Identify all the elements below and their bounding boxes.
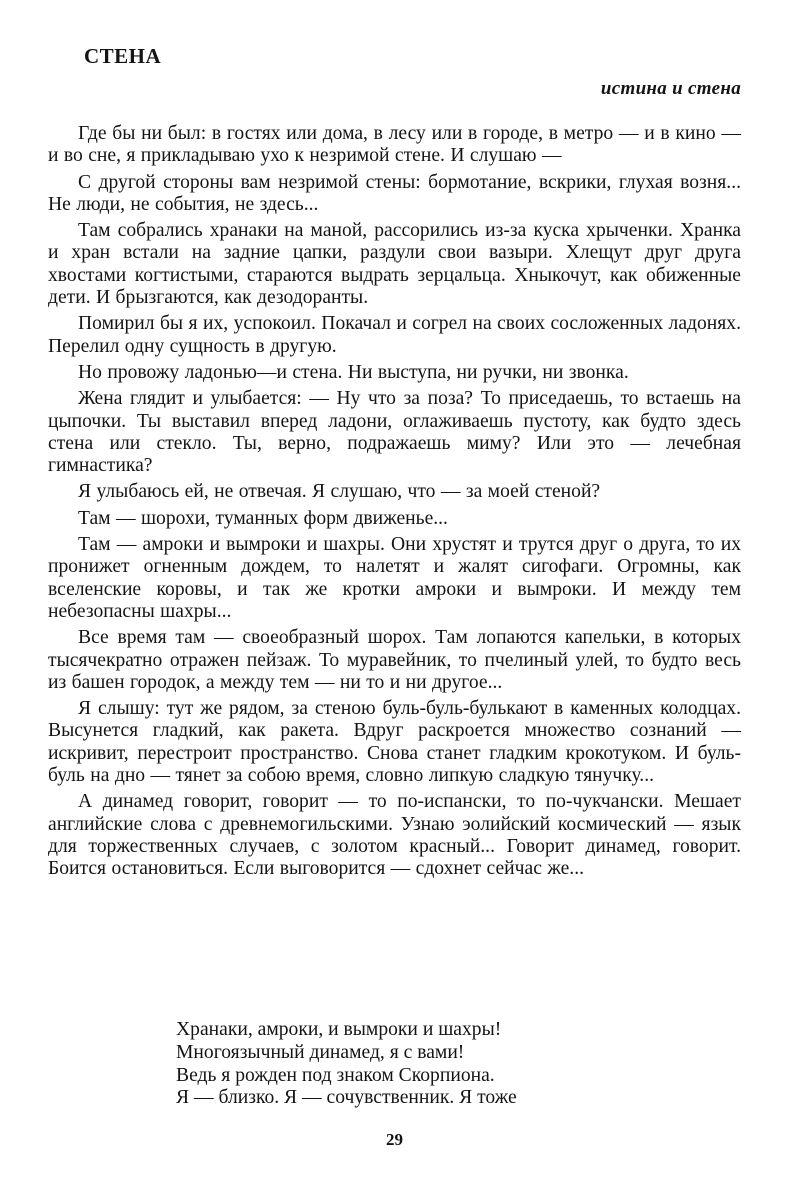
paragraph: Но провожу ладонью—и стена. Ни выступа, ни ручки, ни звонка. [78, 361, 629, 383]
poem-line: Я — близко. Я — сочувственник. Я тоже [176, 1087, 517, 1109]
poem-line: Многоязычный динамед, я с вами! [176, 1041, 465, 1063]
paragraph: А динамед говорит, говорит — то по-испански, то по-чукчански. Мешает английские слова с древнемогильскими. Узнаю эолийский космический — язык для торжественных случаев, с золотом красный... Говорит динамед, говорит. Боится остановиться. Если выговорится — сдохнет сейчас же... [48, 791, 741, 880]
paragraph: Там собрались хранаки на маной, рассорились из-за куска хрыченки. Хранка и хран встали на задние цапки, раздули свои вазыри. Хлещут друг друга хвостами когтистыми, стараются выдрать зерцальца. Хныкочут, как обиженные дети. И брызгаются, как дезодоранты. [48, 220, 741, 309]
paragraph: Там — шорохи, туманных форм движенье... [78, 507, 448, 529]
paragraph: Жена глядит и улыбается: — Ну что за поза? То приседаешь, то встаешь на цыпочки. Ты выставил вперед ладони, оглаживаешь пустоту, как будто здесь стена или стекло. Ты, верно, подражаешь миму? Или это — лечебная гимнастика? [48, 388, 741, 477]
poem-line: Хранаки, амроки, и вымроки и шахры! [176, 1019, 502, 1040]
paragraph: Где бы ни был: в гостях или дома, в лесу или в городе, в метро — и в кино — и во сне, я прикладываю ухо к незримой стене. И слушаю — [48, 123, 741, 167]
paragraph: Все время там — своеобразный шорох. Там лопаются капельки, в которых тысячекратно отражен пейзаж. То муравейник, то пчелиный улей, то будто весь из башен городок, а между тем — ни то и ни другое... [48, 627, 741, 693]
paragraph: С другой стороны вам незримой стены: бормотание, вскрики, глухая возня... Не люди, не события, не здесь... [48, 171, 741, 215]
body-text [48, 123, 741, 885]
paragraph: Помирил бы я их, успокоил. Покачал и согрел на своих сосложенных ладонях. Перелил одну сущность в другую. [48, 313, 741, 357]
book-page [48, 0, 741, 1197]
epigraph: истина и стена [600, 78, 741, 99]
paragraph: Я улыбаюсь ей, не отвечая. Я слушаю, что — за моей стеной? [78, 481, 601, 503]
chapter-title: СТЕНА [84, 44, 162, 68]
paragraph: Я слышу: тут же рядом, за стеною буль-буль-булькают в каменных колодцах. Высунется гладкий, как ракета. Вдруг раскроется множество сознаний — искривит, перестроит пространство. Снова станет гладким крокотуком. И буль-буль на дно — тянет за собою время, словно липкую сладкую тянучку... [48, 698, 741, 787]
poem-line: Ведь я рожден под знаком Скорпиона. [176, 1064, 495, 1086]
paragraph: Там — амроки и вымроки и шахры. Они хрустят и трутся друг о друга, то их пронижет огненным дождем, то налетят и жалят сигофаги. Огромны, как вселенские коровы, и так же кротки амроки и вымроки. И между тем небезопасны шахры... [48, 534, 741, 622]
poem-stanza [176, 1019, 517, 1110]
page-number: 29 [386, 1130, 403, 1149]
